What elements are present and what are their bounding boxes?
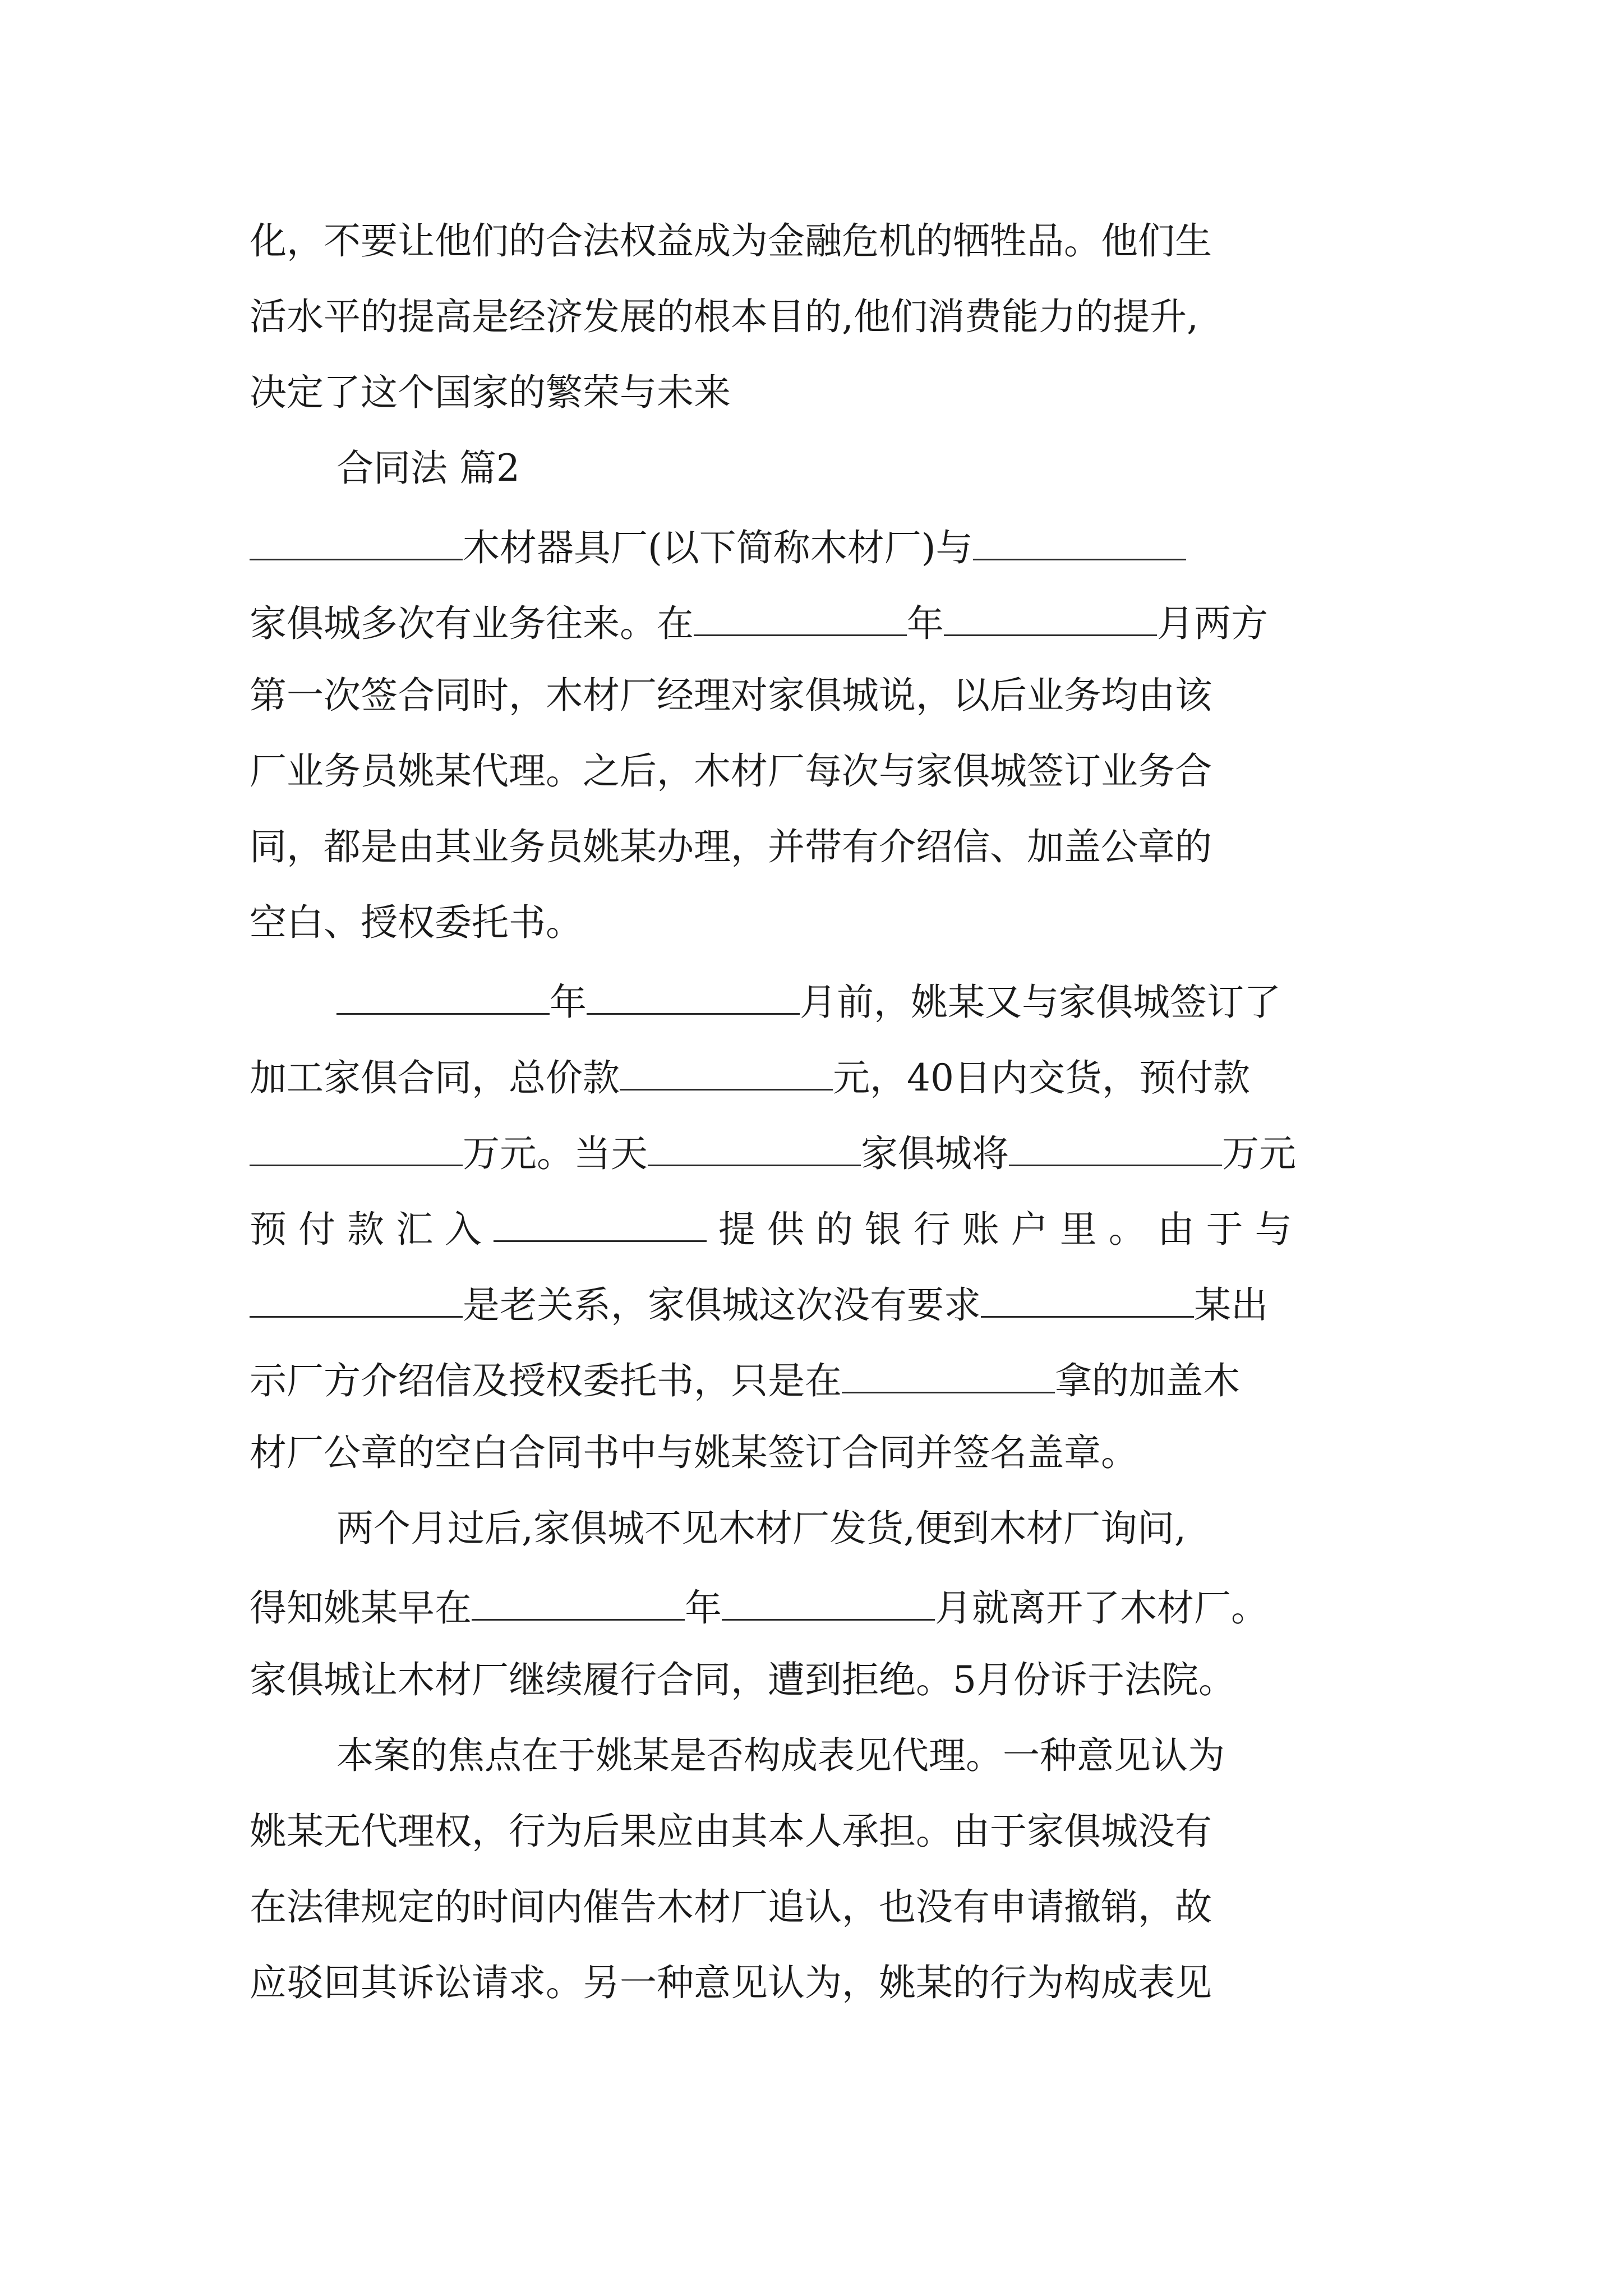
text: 木材器具厂(以下简称木材厂)与 bbox=[463, 526, 973, 569]
paragraph-line bbox=[250, 1658, 1416, 1703]
text: 月就离开了木材厂。 bbox=[935, 1586, 1268, 1630]
text: 家俱城将 bbox=[861, 1132, 1009, 1175]
fill-in-blank bbox=[336, 976, 550, 1015]
text: 月前，姚某又与家俱城签订了 bbox=[800, 981, 1281, 1024]
paragraph-line bbox=[250, 1582, 1416, 1631]
text: 本案的焦点在于姚某是否构成表见代理。一种意见认为 bbox=[336, 1734, 1225, 1777]
text: 年 bbox=[550, 981, 587, 1024]
text: 家俱城让木材厂继续履行合同，遭到拒绝。5月份诉于法院。 bbox=[250, 1658, 1235, 1701]
fill-in-blank bbox=[694, 597, 907, 636]
paragraph-line bbox=[250, 900, 1416, 945]
fill-in-blank bbox=[722, 1582, 935, 1621]
fill-in-blank bbox=[944, 597, 1157, 636]
fill-in-blank bbox=[250, 1279, 463, 1318]
text: 厂业务员姚某代理。之后，木材厂每次与家俱城签订业务合 bbox=[250, 749, 1212, 793]
text: 在法律规定的时间内催告木材厂追认，也没有申请撤销，故 bbox=[250, 1885, 1212, 1929]
text: 元，40日内交货，预付款 bbox=[833, 1056, 1250, 1099]
text: 第一次签合同时，木材厂经理对家俱城说，以后业务均由该 bbox=[250, 674, 1212, 717]
text: 材厂公章的空白合同书中与姚某签订合同并签名盖章。 bbox=[250, 1431, 1138, 1474]
text: 示厂方介绍信及授权委托书，只是在 bbox=[250, 1359, 842, 1402]
fill-in-blank bbox=[1009, 1128, 1222, 1166]
paragraph-line bbox=[250, 1809, 1416, 1854]
fill-in-blank bbox=[648, 1128, 861, 1166]
text: 某出 bbox=[1194, 1283, 1268, 1327]
paragraph-line bbox=[250, 295, 1416, 339]
paragraph-line bbox=[336, 1506, 1416, 1551]
paragraph-line bbox=[250, 1128, 1416, 1176]
text: 加工家俱合同，总价款 bbox=[250, 1056, 620, 1099]
text: 月两方 bbox=[1157, 602, 1268, 645]
fill-in-blank bbox=[250, 522, 463, 560]
text: 家俱城多次有业务往来。在 bbox=[250, 602, 694, 645]
text: 万元。当天 bbox=[463, 1132, 648, 1175]
paragraph-line bbox=[250, 1355, 1416, 1404]
fill-in-blank bbox=[981, 1279, 1194, 1318]
text: 两个月过后,家俱城不见木材厂发货,便到木材厂询问, bbox=[336, 1507, 1186, 1550]
fill-in-blank bbox=[250, 1128, 463, 1166]
paragraph-line bbox=[250, 1279, 1416, 1328]
fill-in-blank bbox=[620, 1052, 833, 1091]
paragraph-line bbox=[250, 522, 1416, 570]
paragraph-line bbox=[250, 976, 1416, 1025]
paragraph-line bbox=[250, 597, 1416, 646]
text: 年 bbox=[907, 602, 944, 645]
paragraph-line bbox=[250, 749, 1416, 794]
text: 万元 bbox=[1222, 1132, 1296, 1175]
paragraph-line bbox=[250, 1885, 1416, 1930]
text: 年 bbox=[685, 1586, 722, 1630]
text: 拿的加盖木 bbox=[1055, 1359, 1240, 1402]
text: 决定了这个国家的繁荣与未来 bbox=[250, 371, 731, 414]
paragraph-line bbox=[250, 825, 1416, 869]
section-heading bbox=[336, 446, 1503, 491]
text: 活水平的提高是经济发展的根本目的,他们消费能力的提升, bbox=[250, 295, 1198, 338]
paragraph-line bbox=[250, 1961, 1416, 2005]
text: 姚某无代理权，行为后果应由其本人承担。由于家俱城没有 bbox=[250, 1810, 1212, 1853]
paragraph-line bbox=[336, 1733, 1416, 1778]
fill-in-blank bbox=[587, 976, 800, 1015]
text: 是老关系，家俱城这次没有要求 bbox=[463, 1283, 981, 1327]
paragraph-line bbox=[250, 1052, 1416, 1101]
text: 得知姚某早在 bbox=[250, 1586, 472, 1630]
paragraph-line bbox=[250, 1203, 1416, 1252]
text: 空白、授权委托书。 bbox=[250, 901, 583, 944]
text: 化，不要让他们的合法权益成为金融危机的牺牲品。他们生 bbox=[250, 219, 1212, 263]
fill-in-blank bbox=[494, 1203, 707, 1242]
heading-text: 合同法 篇2 bbox=[336, 447, 520, 490]
fill-in-blank bbox=[973, 522, 1186, 560]
text: 同，都是由其业务员姚某办理，并带有介绍信、加盖公章的 bbox=[250, 825, 1212, 868]
paragraph-line bbox=[250, 673, 1416, 718]
text: 提 供 的 银 行 账 户 里 。 由 于 与 bbox=[718, 1208, 1292, 1251]
text: 应驳回其诉讼请求。另一种意见认为，姚某的行为构成表见 bbox=[250, 1961, 1212, 2004]
paragraph-line bbox=[250, 1430, 1416, 1475]
text: 预 付 款 汇 入 bbox=[250, 1208, 482, 1251]
paragraph-line bbox=[250, 219, 1416, 264]
fill-in-blank bbox=[842, 1355, 1055, 1393]
fill-in-blank bbox=[472, 1582, 685, 1621]
paragraph-line bbox=[250, 370, 1416, 415]
